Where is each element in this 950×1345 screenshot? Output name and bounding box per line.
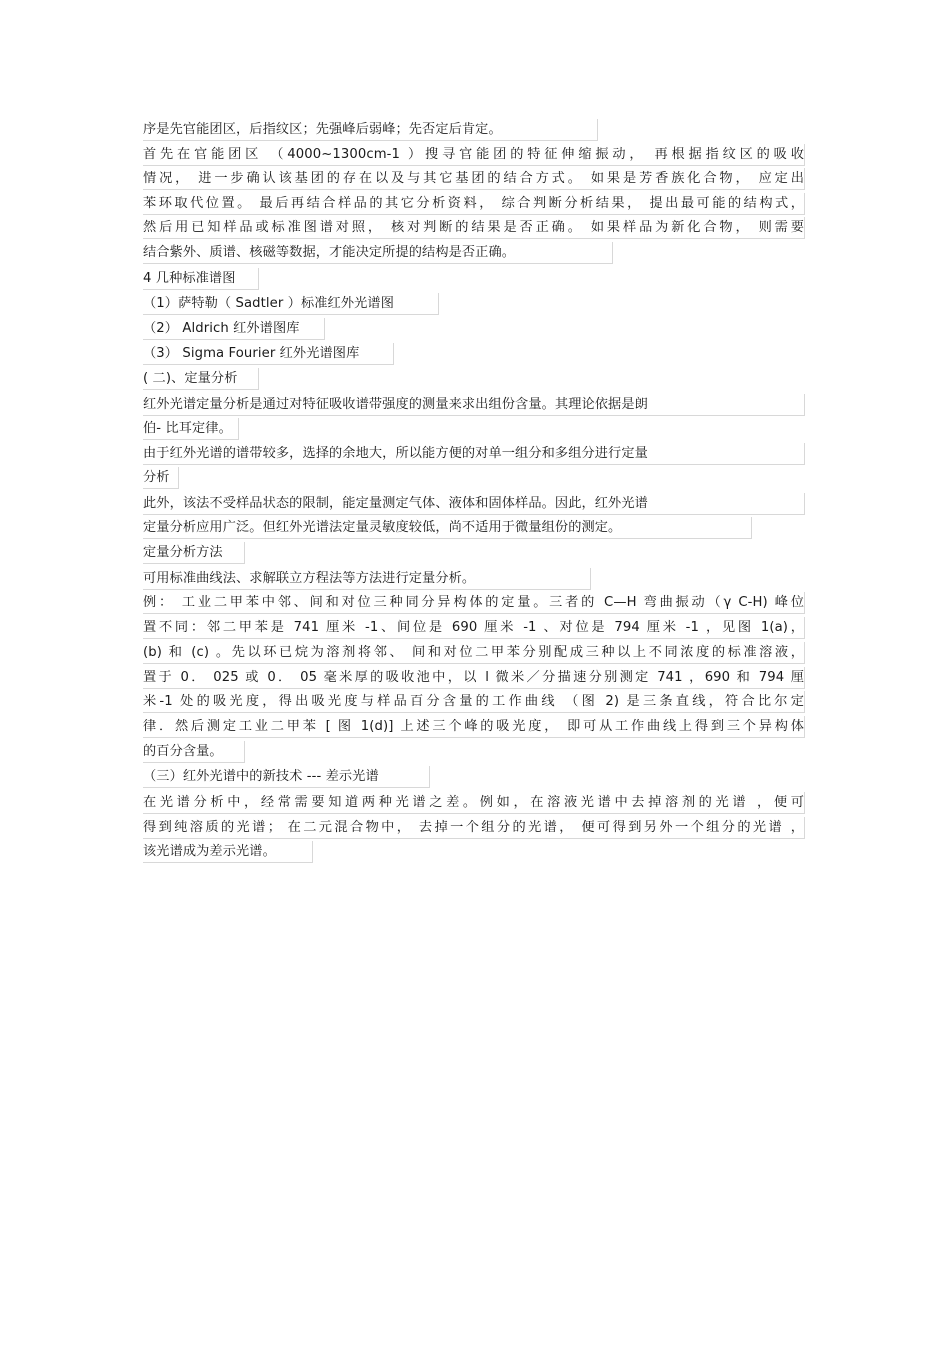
section-heading: 4 几种标准谱图 bbox=[143, 268, 259, 290]
list-item: （2） Aldrich 红外谱图库 bbox=[143, 318, 325, 340]
text-line: 红外光谱定量分析是通过对特征吸收谱带强度的测量来求出组份含量。其理论依据是朗 bbox=[143, 394, 805, 416]
text-line: 定量分析应用广泛。但红外光谱法定量灵敏度较低，尚不适用于微量组份的测定。 bbox=[143, 517, 752, 539]
list-item: （1）萨特勒（ Sadtler ）标准红外光谱图 bbox=[143, 293, 439, 315]
section-heading: ( 二)、定量分析 bbox=[143, 368, 259, 390]
text-line: 在光谱分析中，经常需要知道两种光谱之差。例如，在溶液光谱中去掉溶剂的光谱 ，便可 bbox=[143, 792, 805, 814]
text-line: 然后用已知样品或标准图谱对照， 核对判断的结果是否正确。 如果样品为新化合物， 则需要 bbox=[143, 217, 805, 239]
text-line: 首先在官能团区 （4000~1300cm-1 ）搜寻官能团的特征伸缩振动， 再根据指纹区的吸收 bbox=[143, 144, 805, 166]
text-line: 得到纯溶质的光谱； 在二元混合物中， 去掉一个组分的光谱， 便可得到另外一个组分的光谱 ， bbox=[143, 817, 805, 839]
text-line: 伯- 比耳定律。 bbox=[143, 418, 239, 440]
text-line: 可用标准曲线法、求解联立方程法等方法进行定量分析。 bbox=[143, 568, 591, 590]
text-line: 米-1 处的吸光度，得出吸光度与样品百分含量的工作曲线 （图 2) 是三条直线，符合比尔定 bbox=[143, 691, 805, 713]
text-line: 结合紫外、质谱、核磁等数据，才能决定所提的结构是否正确。 bbox=[143, 242, 613, 264]
section-heading: 定量分析方法 bbox=[143, 542, 245, 564]
text-line: 置不同：邻二甲苯是 741 厘米 -1、间位是 690 厘米 -1 、对位是 794 厘米 -1 ，见图 1(a)， bbox=[143, 617, 805, 639]
text-line: 例： 工业二甲苯中邻、间和对位三种同分异构体的定量。三者的 C—H 弯曲振动（γ C-H) 峰位 bbox=[143, 592, 805, 614]
text-line: 分析 bbox=[143, 467, 179, 489]
text-line: 情况， 进一步确认该基团的存在以及与其它基团的结合方式。 如果是芳香族化合物， 应定出 bbox=[143, 168, 805, 190]
list-item: （3） Sigma Fourier 红外光谱图库 bbox=[143, 343, 394, 365]
text-line: 苯环取代位置。 最后再结合样品的其它分析资料， 综合判断分析结果， 提出最可能的结构式， bbox=[143, 193, 805, 215]
text-line: 的百分含量。 bbox=[143, 741, 245, 763]
text-line: 律．然后测定工业二甲苯 [ 图 1(d)] 上述三个峰的吸光度， 即可从工作曲线上得到三个异构体 bbox=[143, 716, 805, 738]
text-line: 序是先官能团区，后指纹区；先强峰后弱峰；先否定后肯定。 bbox=[143, 119, 598, 141]
text-line: 该光谱成为差示光谱。 bbox=[143, 841, 313, 863]
text-line: 由于红外光谱的谱带较多，选择的余地大，所以能方便的对单一组分和多组分进行定量 bbox=[143, 443, 805, 465]
text-line: 此外，该法不受样品状态的限制，能定量测定气体、液体和固体样品。因此，红外光谱 bbox=[143, 493, 805, 515]
section-heading: （三）红外光谱中的新技术 --- 差示光谱 bbox=[143, 766, 430, 788]
text-line: (b) 和 (c) 。先以环已烷为溶剂将邻、 间和对位二甲苯分别配成三种以上不同浓度的标准溶液， bbox=[143, 642, 805, 664]
text-line: 置于 0． 025 或 0． 05 毫米厚的吸收池中，以 l 微米／分描速分别测定 741 ，690 和 794 厘 bbox=[143, 667, 805, 689]
